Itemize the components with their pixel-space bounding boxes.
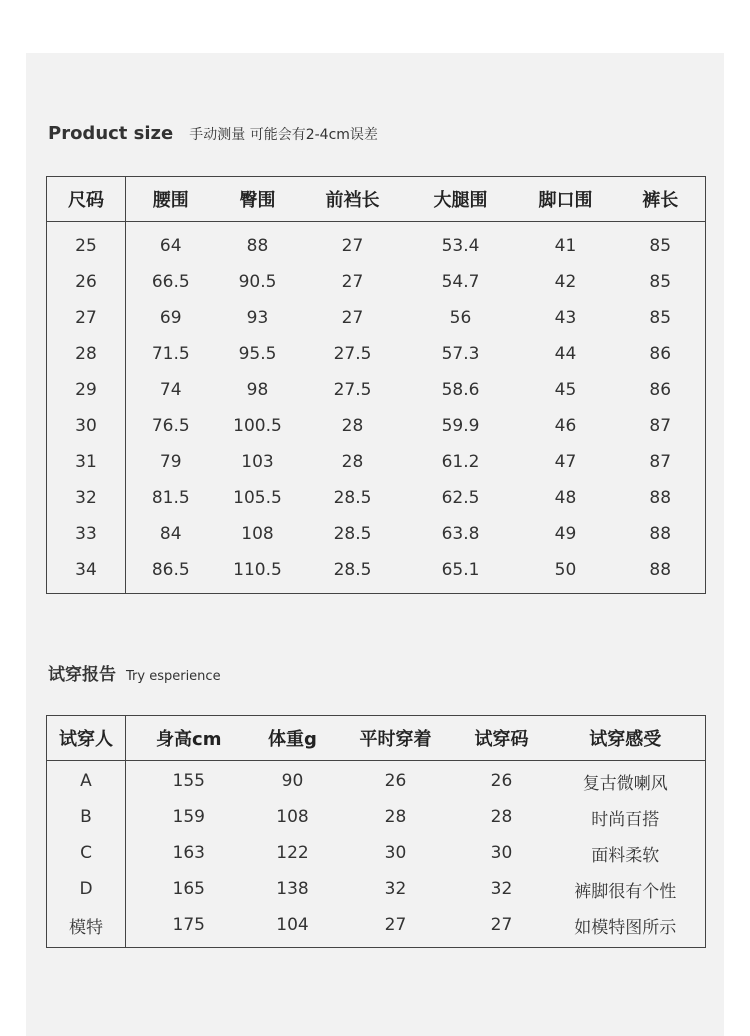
table-cell: 108	[241, 524, 274, 544]
table-cell: 42	[554, 272, 577, 292]
trial-header-cell: 身高cm	[126, 716, 252, 761]
table-cell: 28.5	[333, 488, 372, 508]
table-cell: 30	[47, 408, 126, 444]
trial-section-subtitle: Try esperience	[126, 669, 221, 684]
table-cell: 100.5	[233, 416, 282, 436]
table-cell: 79	[159, 452, 182, 472]
table-cell: 时尚百搭	[591, 809, 660, 830]
table-cell: 56	[449, 308, 472, 328]
table-cell: B	[47, 799, 126, 835]
table-cell: 30	[384, 843, 407, 863]
table-cell: 28	[384, 807, 407, 827]
table-cell: 31	[47, 444, 126, 480]
table-cell: 85	[649, 236, 672, 256]
table-cell: 26	[384, 771, 407, 791]
table-cell: 63.8	[441, 524, 480, 544]
table-cell: 95.5	[238, 344, 277, 364]
table-cell: 74	[159, 380, 182, 400]
table-cell: 28	[341, 452, 364, 472]
table-cell: 27	[384, 915, 407, 935]
table-cell: 如模特图所示	[574, 917, 677, 938]
table-cell: 45	[554, 380, 577, 400]
table-cell: 163	[172, 843, 205, 863]
table-cell: 81.5	[151, 488, 190, 508]
table-cell: 25	[47, 222, 126, 265]
size-table-row	[47, 552, 706, 594]
table-cell: 47	[554, 452, 577, 472]
size-table-row	[47, 372, 706, 408]
table-cell: 27	[47, 300, 126, 336]
size-table-row	[47, 264, 706, 300]
size-table-body	[47, 222, 706, 594]
table-cell: 46	[554, 416, 577, 436]
table-cell: 110.5	[233, 560, 282, 580]
table-cell: 41	[554, 236, 577, 256]
trial-table-header-row	[47, 716, 706, 761]
table-cell: 48	[554, 488, 577, 508]
trial-table-row	[47, 907, 706, 948]
trial-table	[46, 715, 706, 948]
table-cell: 165	[172, 879, 205, 899]
size-header-cell: 裤长	[616, 177, 706, 222]
table-cell: A	[47, 761, 126, 800]
trial-header-cell: 平时穿着	[334, 716, 458, 761]
table-cell: 28	[47, 336, 126, 372]
table-cell: C	[47, 835, 126, 871]
table-cell: 28	[490, 807, 513, 827]
table-cell: 88	[649, 488, 672, 508]
table-cell: 49	[554, 524, 577, 544]
table-cell: 50	[554, 560, 577, 580]
size-table-row	[47, 336, 706, 372]
table-cell: 104	[276, 915, 309, 935]
trial-header-cell: 试穿感受	[546, 716, 706, 761]
table-cell: 85	[649, 308, 672, 328]
size-table-header-row	[47, 177, 706, 222]
table-cell: 57.3	[441, 344, 480, 364]
table-cell: 71.5	[151, 344, 190, 364]
table-cell: 28.5	[333, 560, 372, 580]
size-table-row	[47, 444, 706, 480]
table-cell: 27	[490, 915, 513, 935]
table-cell: 27	[341, 272, 364, 292]
table-cell: 90	[281, 771, 304, 791]
size-section-heading	[48, 123, 378, 144]
table-cell: D	[47, 871, 126, 907]
table-cell: 26	[47, 264, 126, 300]
table-cell: 93	[246, 308, 269, 328]
table-cell: 27	[341, 236, 364, 256]
trial-table-row	[47, 871, 706, 907]
table-cell: 76.5	[151, 416, 190, 436]
table-cell: 86	[649, 344, 672, 364]
table-cell: 43	[554, 308, 577, 328]
table-cell: 87	[649, 416, 672, 436]
table-cell: 44	[554, 344, 577, 364]
table-cell: 138	[276, 879, 309, 899]
table-cell: 33	[47, 516, 126, 552]
table-cell: 103	[241, 452, 274, 472]
size-header-cell: 腰围	[126, 177, 216, 222]
table-cell: 27.5	[333, 380, 372, 400]
table-cell: 32	[384, 879, 407, 899]
table-cell: 27.5	[333, 344, 372, 364]
table-cell: 65.1	[441, 560, 480, 580]
trial-section-title: 试穿报告	[48, 665, 116, 685]
table-cell: 88	[246, 236, 269, 256]
table-cell: 108	[276, 807, 309, 827]
trial-table-row	[47, 835, 706, 871]
table-cell: 69	[159, 308, 182, 328]
size-section-note: 手动测量 可能会有2-4cm误差	[189, 127, 378, 143]
size-header-cell: 尺码	[47, 177, 126, 222]
table-cell: 面料柔软	[591, 845, 660, 866]
table-cell: 54.7	[441, 272, 480, 292]
trial-section-heading	[48, 660, 221, 685]
trial-header-cell: 试穿码	[458, 716, 546, 761]
table-cell: 86	[649, 380, 672, 400]
size-table-row	[47, 408, 706, 444]
size-section-title: Product size	[48, 123, 174, 144]
size-header-cell: 前裆长	[300, 177, 406, 222]
table-cell: 58.6	[441, 380, 480, 400]
trial-header-cell: 体重g	[252, 716, 334, 761]
size-table-row	[47, 480, 706, 516]
table-cell: 87	[649, 452, 672, 472]
table-cell: 27	[341, 308, 364, 328]
size-table	[46, 176, 706, 594]
table-cell: 155	[172, 771, 205, 791]
table-cell: 88	[649, 524, 672, 544]
table-cell: 64	[159, 236, 182, 256]
table-cell: 32	[47, 480, 126, 516]
table-cell: 159	[172, 807, 205, 827]
table-cell: 复古微喇风	[582, 773, 668, 794]
table-cell: 裤脚很有个性	[574, 881, 677, 902]
trial-table-row	[47, 799, 706, 835]
trial-table-row	[47, 761, 706, 800]
size-table-row	[47, 222, 706, 265]
table-cell: 105.5	[233, 488, 282, 508]
table-cell: 30	[490, 843, 513, 863]
table-cell: 53.4	[441, 236, 480, 256]
table-cell: 28.5	[333, 524, 372, 544]
size-table-row	[47, 516, 706, 552]
size-header-cell: 臀围	[216, 177, 300, 222]
table-cell: 84	[159, 524, 182, 544]
table-cell: 90.5	[238, 272, 277, 292]
trial-header-cell: 试穿人	[47, 716, 126, 761]
table-cell: 26	[490, 771, 513, 791]
table-cell: 88	[649, 560, 672, 580]
size-table-row	[47, 300, 706, 336]
table-cell: 61.2	[441, 452, 480, 472]
table-cell: 29	[47, 372, 126, 408]
table-cell: 122	[276, 843, 309, 863]
table-cell: 32	[490, 879, 513, 899]
table-cell: 66.5	[151, 272, 190, 292]
table-cell: 62.5	[441, 488, 480, 508]
size-header-cell: 脚口围	[516, 177, 616, 222]
table-cell: 34	[47, 552, 126, 594]
table-cell: 86.5	[151, 560, 190, 580]
table-cell: 模特	[47, 907, 126, 948]
table-cell: 59.9	[441, 416, 480, 436]
table-cell: 28	[341, 416, 364, 436]
table-cell: 175	[172, 915, 205, 935]
size-header-cell: 大腿围	[406, 177, 516, 222]
trial-table-body	[47, 761, 706, 948]
table-cell: 98	[246, 380, 269, 400]
table-cell: 85	[649, 272, 672, 292]
